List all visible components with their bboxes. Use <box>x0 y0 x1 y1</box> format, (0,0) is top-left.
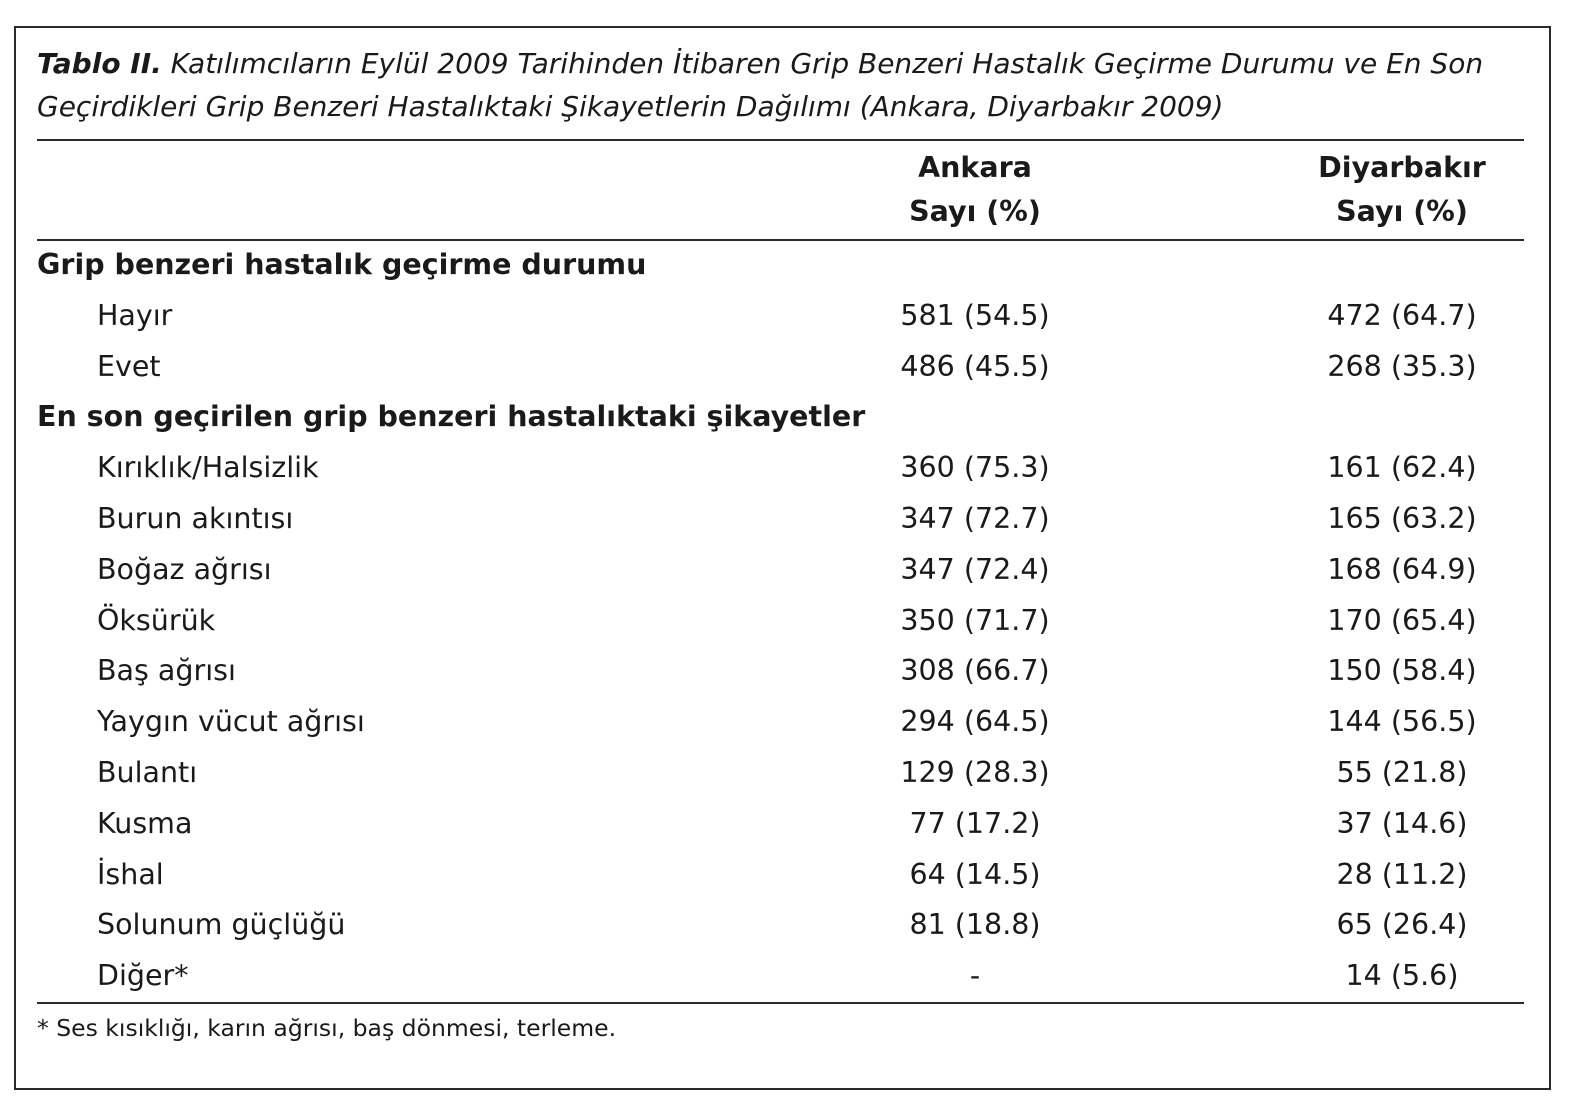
table-row <box>0 905 1573 945</box>
diyarbakir-value: 28 (11.2) <box>1336 857 1468 891</box>
column-header-unit: Sayı (%) <box>1336 195 1468 228</box>
row-label: Burun akıntısı <box>97 502 294 535</box>
table-caption <box>37 42 1527 128</box>
diyarbakir-value: 144 (56.5) <box>1327 705 1477 739</box>
caption-text: Katılımcıların Eylül 2009 Tarihinden İtibaren Grip Benzeri Hastalık Geçirme Durumu ve En Son Geçirdikleri Grip Benzeri Hastalıktaki Şikayetlerin Dağılımı (Ankara, Diyarbakır 2009) <box>37 47 1484 123</box>
ankara-value: - <box>969 959 981 993</box>
row-label: Boğaz ağrısı <box>97 552 272 586</box>
ankara-value: 308 (66.7) <box>900 654 1050 688</box>
row-label: Yaygın vücut ağrısı <box>97 705 365 739</box>
table-row <box>0 296 1573 336</box>
table-row <box>0 855 1573 895</box>
table-row <box>0 448 1573 488</box>
row-label: Baş ağrısı <box>97 654 236 688</box>
row-label: Evet <box>97 349 161 383</box>
column-header-diyarbakir <box>1302 146 1502 234</box>
diyarbakir-value: 14 (5.6) <box>1345 959 1459 993</box>
table-row <box>0 753 1573 793</box>
table-row <box>0 601 1573 641</box>
ankara-value: 347 (72.7) <box>900 502 1050 535</box>
row-label: İshal <box>97 857 164 891</box>
section-heading: Grip benzeri hastalık geçirme durumu <box>37 248 647 281</box>
row-label: Öksürük <box>97 603 216 637</box>
table-row <box>0 956 1573 996</box>
caption-lead: Tablo II. <box>37 47 162 80</box>
ankara-value: 360 (75.3) <box>900 451 1050 485</box>
table-row <box>0 347 1573 387</box>
table-row <box>0 804 1573 844</box>
section-heading: En son geçirilen grip benzeri hastalıktaki şikayetler <box>37 400 866 434</box>
diyarbakir-value: 168 (64.9) <box>1327 552 1477 586</box>
ankara-value: 77 (17.2) <box>909 806 1041 840</box>
diyarbakir-value: 472 (64.7) <box>1327 298 1477 332</box>
diyarbakir-value: 170 (65.4) <box>1327 603 1477 637</box>
ankara-value: 347 (72.4) <box>900 552 1050 586</box>
header-rule <box>37 239 1524 241</box>
footnote: * Ses kısıklığı, karın ağrısı, baş dönmesi, terleme. <box>37 1014 617 1042</box>
column-header-city: Diyarbakır <box>1318 151 1486 184</box>
ankara-value: 64 (14.5) <box>909 857 1041 891</box>
ankara-value: 350 (71.7) <box>900 603 1050 637</box>
row-label: Diğer* <box>97 959 189 993</box>
row-label: Kırıklık/Halsizlik <box>97 451 319 485</box>
diyarbakir-value: 161 (62.4) <box>1327 451 1477 485</box>
table-row <box>0 499 1573 539</box>
diyarbakir-value: 165 (63.2) <box>1327 502 1477 535</box>
row-label: Kusma <box>97 806 193 840</box>
diyarbakir-value: 37 (14.6) <box>1336 806 1468 840</box>
diyarbakir-value: 268 (35.3) <box>1327 349 1477 383</box>
row-label: Bulantı <box>97 756 198 789</box>
column-header-ankara <box>875 146 1075 234</box>
row-label: Hayır <box>97 298 173 332</box>
ankara-value: 129 (28.3) <box>900 756 1050 789</box>
column-header-city: Ankara <box>918 151 1032 184</box>
ankara-value: 581 (54.5) <box>900 298 1050 332</box>
ankara-value: 81 (18.8) <box>909 908 1041 942</box>
column-header-unit: Sayı (%) <box>909 195 1041 228</box>
table-row <box>0 702 1573 742</box>
diyarbakir-value: 150 (58.4) <box>1327 654 1477 688</box>
table-row <box>0 651 1573 691</box>
diyarbakir-value: 55 (21.8) <box>1336 756 1468 789</box>
table-row <box>0 550 1573 590</box>
top-rule <box>37 139 1524 141</box>
bottom-rule <box>37 1002 1524 1004</box>
diyarbakir-value: 65 (26.4) <box>1336 908 1468 942</box>
ankara-value: 294 (64.5) <box>900 705 1050 739</box>
ankara-value: 486 (45.5) <box>900 349 1050 383</box>
row-label: Solunum güçlüğü <box>97 908 346 942</box>
